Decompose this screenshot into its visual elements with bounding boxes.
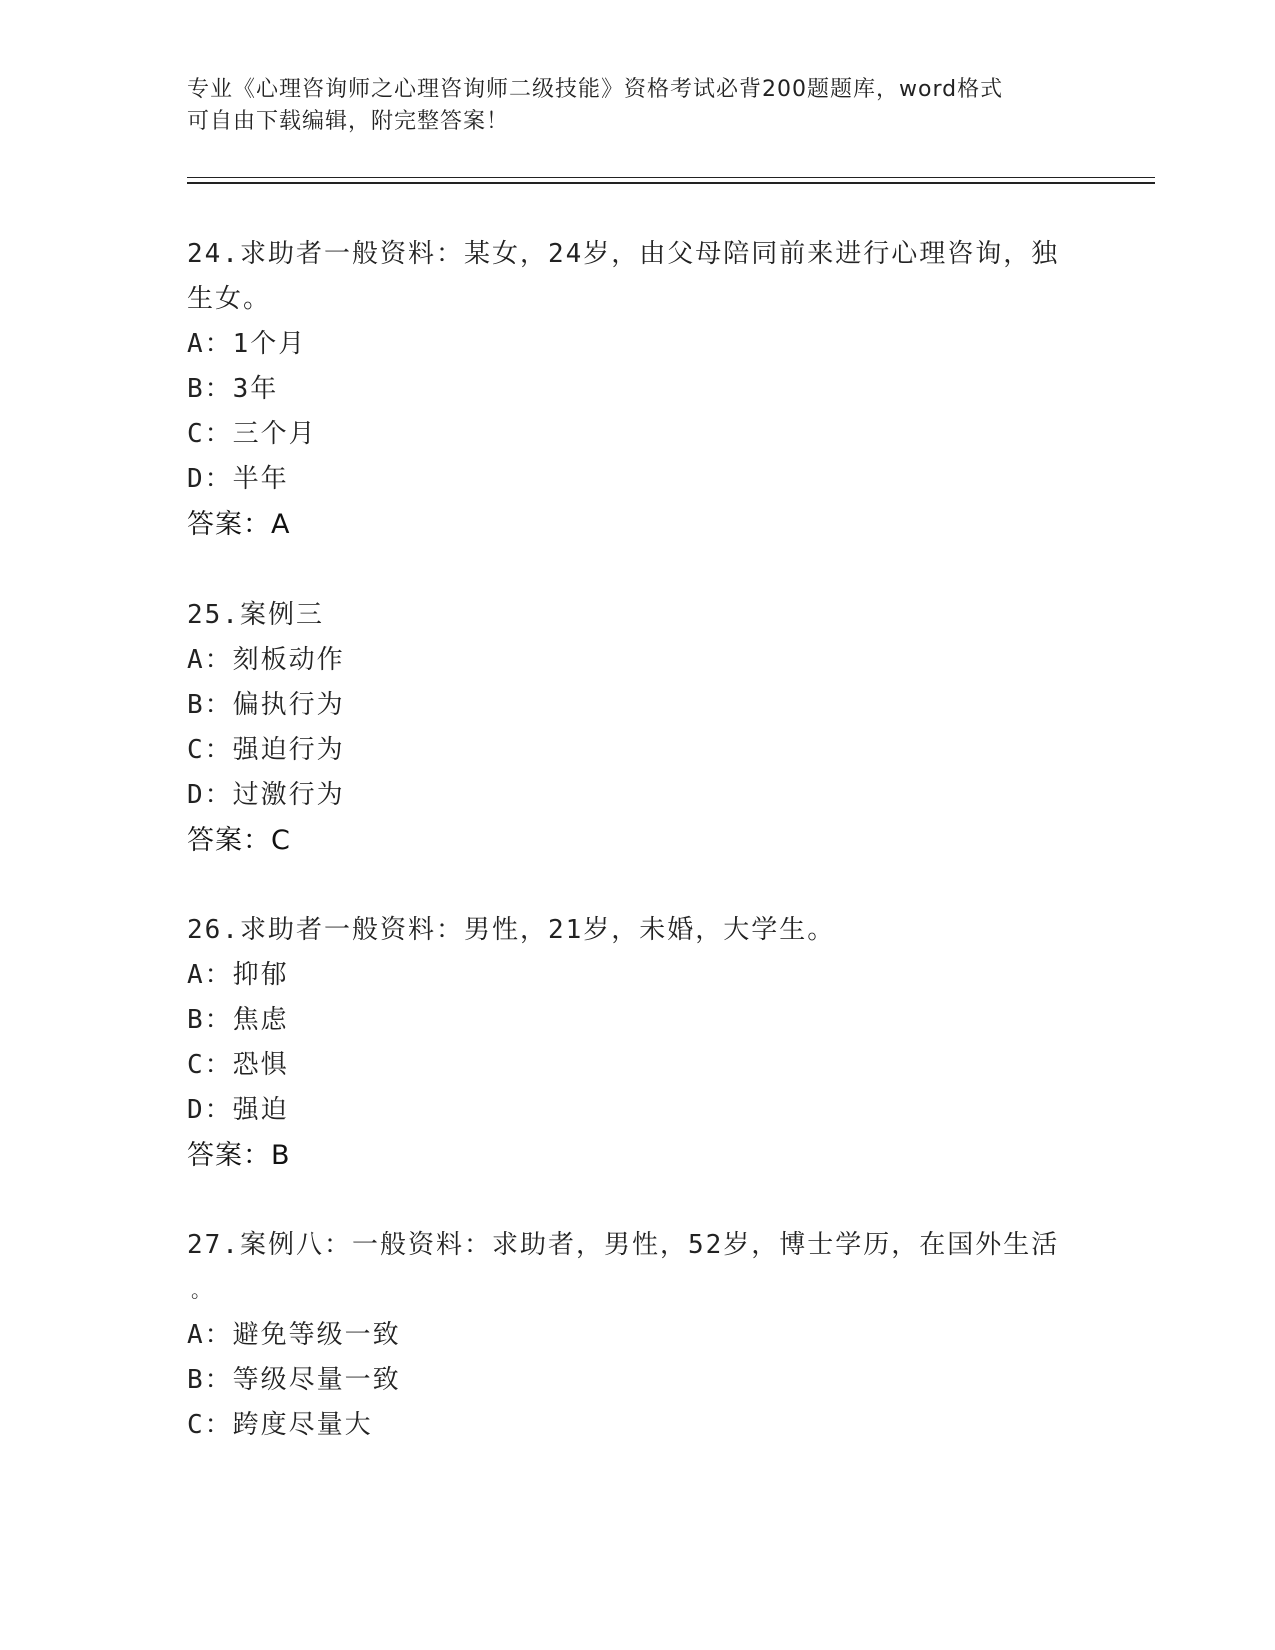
option-c: C：跨度尽量大 — [187, 1410, 373, 1440]
option-c: C：强迫行为 — [187, 735, 345, 765]
option-b: B：焦虑 — [187, 1005, 289, 1035]
question-stem-continued: 生女。 — [187, 284, 272, 314]
header-divider-thick — [187, 182, 1155, 184]
question-26 — [187, 908, 1087, 1178]
option-d: D：过激行为 — [187, 780, 345, 810]
answer: 答案：A — [187, 509, 291, 540]
header-line-2: 可自由下载编辑，附完整答案！ — [187, 109, 510, 134]
question-stem: 25.案例三 — [187, 600, 324, 630]
answer: 答案：C — [187, 825, 291, 856]
question-25 — [187, 593, 1087, 863]
option-a: A：1个月 — [187, 329, 307, 359]
question-stem: 26.求助者一般资料：男性，21岁，未婚，大学生。 — [187, 915, 836, 945]
question-stem-continued: 。 — [191, 1278, 213, 1302]
document-header — [187, 74, 1087, 138]
header-line-1: 专业《心理咨询师之心理咨询师二级技能》资格考试必背200题题库，word格式 — [187, 77, 1004, 102]
option-b: B：等级尽量一致 — [187, 1365, 401, 1395]
question-24 — [187, 232, 1087, 547]
option-b: B：偏执行为 — [187, 690, 345, 720]
option-d: D：半年 — [187, 464, 289, 494]
header-divider — [187, 177, 1155, 178]
question-stem: 24.求助者一般资料：某女，24岁，由父母陪同前来进行心理咨询，独 — [187, 239, 1060, 269]
option-a: A：避免等级一致 — [187, 1320, 401, 1350]
question-stem: 27.案例八：一般资料：求助者，男性，52岁，博士学历，在国外生活 — [187, 1230, 1060, 1260]
option-c: C：恐惧 — [187, 1050, 289, 1080]
option-a: A：抑郁 — [187, 960, 289, 990]
option-b: B：3年 — [187, 374, 279, 404]
answer: 答案：B — [187, 1140, 291, 1171]
option-d: D：强迫 — [187, 1095, 289, 1125]
question-27 — [187, 1223, 1087, 1448]
option-a: A：刻板动作 — [187, 645, 345, 675]
option-c: C：三个月 — [187, 419, 317, 449]
